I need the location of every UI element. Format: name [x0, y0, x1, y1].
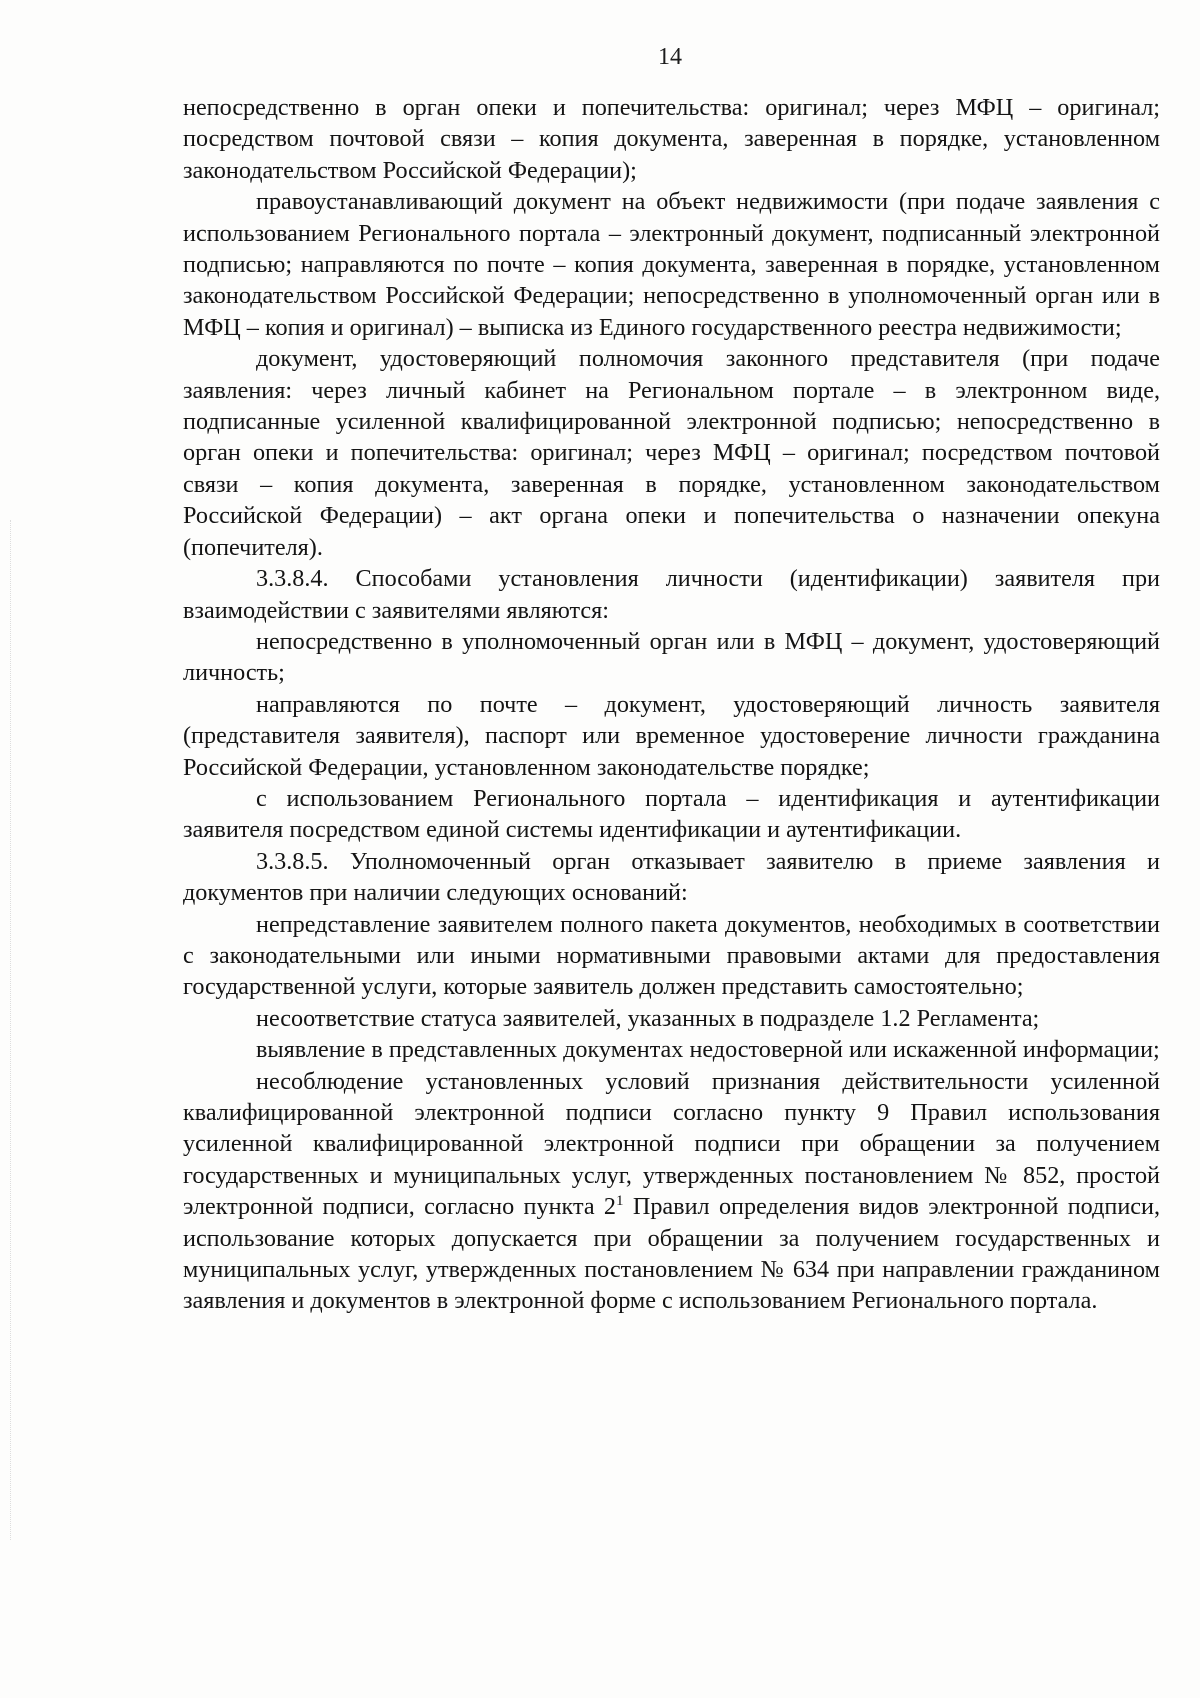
paragraph-identity-mail: направляются по почте – документ, удостоверяющий личность заявителя (представителя заявителя), паспорт или временное удостоверение личности гражданина Российской Федерации, установленном законодательстве порядке; [183, 690, 1160, 781]
page-number: 14 [658, 44, 682, 70]
paragraph-false-information: выявление в представленных документах недостоверной или искаженной информации; [256, 1036, 1160, 1064]
paragraph-title-document: правоустанавливающий документ на объект недвижимости (при подаче заявления с использованием Регионального портала – электронный документ, подписанный электронной подписью; направляются по почте – копия документа, заверенная в порядке, установленном законодательством Российской Федерации; непосредственно в уполномоченный орган или в МФЦ – копия и оригинал) – выписка из Единого государственного реестра недвижимости; [183, 188, 1160, 341]
scan-margin-marks [10, 520, 13, 1540]
paragraph-3-3-8-4: 3.3.8.4. Способами установления личности (идентификации) заявителя при взаимодействии с заявителями являются: [183, 565, 1160, 624]
paragraph-identity-mfc: непосредственно в уполномоченный орган или в МФЦ – документ, удостоверяющий личность; [183, 627, 1160, 687]
signature-text-part-2: Правил определения видов электронной подписи, использование которых допускается при обращении за получением государственных и муниципальных услуг, утвержденных постановлением № 634 при направлении гражданином заявления и документов в электронной форме с использованием Регионального портала. [183, 1193, 1160, 1315]
superscript-one: 1 [616, 1193, 624, 1210]
paragraph-representative-document: документ, удостоверяющий полномочия законного представителя (при подаче заявления: через личный кабинет на Региональном портале – в электронном виде, подписанные усиленной квалифицированной электронной подписью; непосредственно в орган опеки и попечительства: оригинал; через МФЦ – оригинал; посредством почтовой связи – копия документа, заверенная в порядке, установленном законодательством Российской Федерации) – акт органа опеки и попечительства о назначении опекуна (попечителя). [183, 345, 1160, 561]
paragraph-3-3-8-5: 3.3.8.5. Уполномоченный орган отказывает заявителю в приеме заявления и документов при наличии следующих оснований: [183, 847, 1160, 907]
paragraph-status-mismatch: несоответствие статуса заявителей, указанных в подразделе 1.2 Регламента; [256, 1004, 1040, 1032]
document-body [183, 92, 1160, 1317]
paragraph-signature-conditions [183, 1066, 1160, 1317]
paragraph-identity-portal: с использованием Регионального портала – идентификация и аутентификации заявителя посредством единой системы идентификации и аутентификации. [183, 784, 1160, 844]
signature-text-part-1: несоблюдение установленных условий признания действительности усиленной квалифицированной электронной подписи согласно пункту 9 Правил использования усиленной квалифицированной электронной подписи при обращении за получением государственных и муниципальных услуг, утвержденных постановлением № 852, простой электронной подписи, согласно пункта 2 [183, 1067, 1160, 1221]
paragraph-incomplete-package: непредставление заявителем полного пакета документов, необходимых в соответствии с законодательными или иными нормативными правовыми актами для предоставления государственной услуги, которые заявитель должен представить самостоятельно; [183, 910, 1160, 1001]
paragraph-continuation: непосредственно в орган опеки и попечительства: оригинал; через МФЦ – оригинал; посредством почтовой связи – копия документа, заверенная в порядке, установленном законодательством Российской Федерации); [183, 94, 1160, 184]
